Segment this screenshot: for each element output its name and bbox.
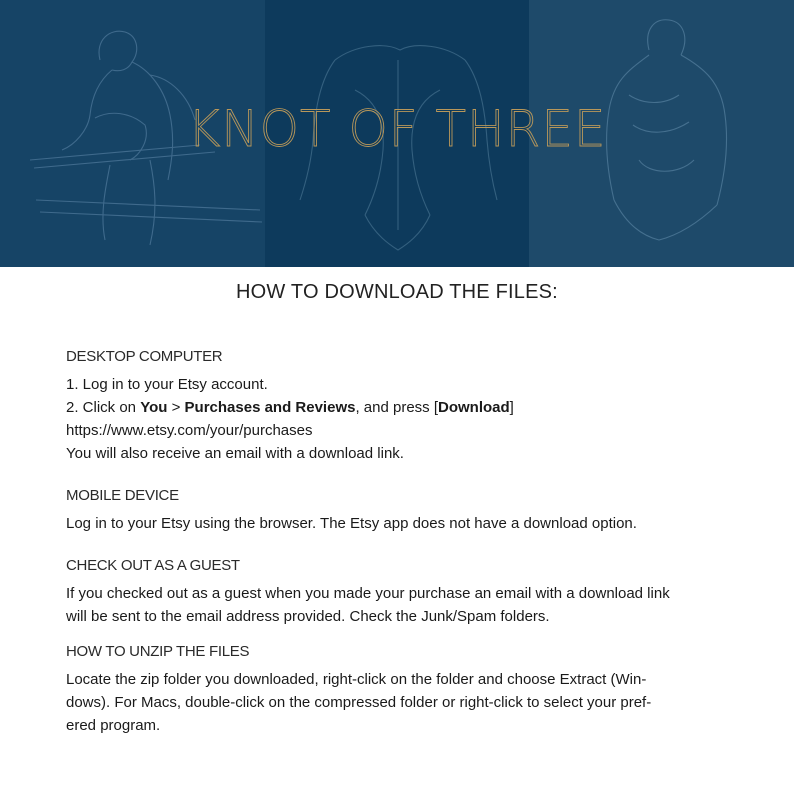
section-guest bbox=[66, 557, 746, 628]
mobile-body: Log in to your Etsy using the browser. The Etsy app does not have a download option. bbox=[66, 515, 637, 532]
step2-mid: , and press [ bbox=[355, 399, 438, 416]
section-title-unzip: HOW TO UNZIP THE FILES bbox=[66, 643, 250, 660]
section-mobile bbox=[66, 487, 746, 535]
email-note: You will also receive an email with a download link. bbox=[66, 445, 404, 462]
page-heading: HOW TO DOWNLOAD THE FILES: bbox=[236, 281, 558, 303]
section-body-unzip bbox=[66, 668, 746, 737]
purchases-url[interactable]: https://www.etsy.com/your/purchases bbox=[66, 422, 313, 439]
desktop-step-2 bbox=[66, 396, 746, 419]
step2-separator: > bbox=[167, 399, 185, 416]
unzip-line-2: dows). For Macs, double-click on the compressed folder or right-click to select your pref- bbox=[66, 694, 652, 711]
section-title-mobile: MOBILE DEVICE bbox=[66, 487, 179, 504]
banner-title: KNOT OF THREE bbox=[187, 100, 607, 158]
section-unzip bbox=[66, 643, 746, 737]
section-body-guest bbox=[66, 582, 746, 628]
purchases-label: Purchases and Reviews bbox=[184, 399, 356, 416]
guest-line-1: If you checked out as a guest when you made your purchase an email with a download link bbox=[66, 585, 670, 602]
download-label: Download bbox=[438, 399, 510, 416]
desktop-step-1: 1. Log in to your Etsy account. bbox=[66, 376, 268, 393]
step2-prefix: 2. Click on bbox=[66, 399, 141, 416]
guest-line-2: will be sent to the email address provided. Check the Junk/Spam folders. bbox=[66, 608, 550, 625]
section-desktop bbox=[66, 348, 746, 465]
unzip-line-1: Locate the zip folder you downloaded, right-click on the folder and choose Extract (Win- bbox=[66, 671, 647, 688]
unzip-line-3: ered program. bbox=[66, 717, 161, 734]
banner bbox=[0, 0, 794, 267]
section-title-desktop: DESKTOP COMPUTER bbox=[66, 348, 223, 365]
section-body-mobile bbox=[66, 512, 746, 535]
you-label: You bbox=[140, 399, 168, 416]
section-body-desktop bbox=[66, 373, 746, 465]
section-title-guest: CHECK OUT AS A GUEST bbox=[66, 557, 240, 574]
step2-end: ] bbox=[509, 399, 514, 416]
